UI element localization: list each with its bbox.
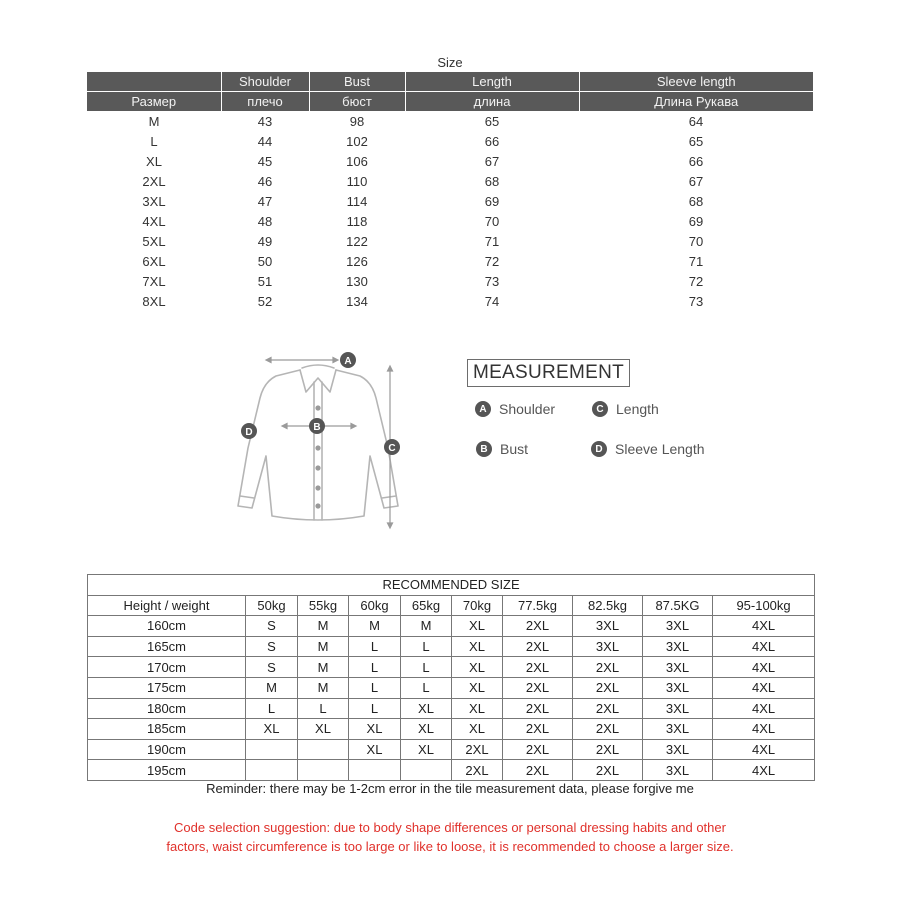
recommended-row — [88, 636, 815, 657]
recommended-cell: L — [401, 657, 452, 678]
size-cell: 134 — [346, 293, 368, 309]
size-cell: 68 — [484, 173, 500, 189]
recommended-header-cell: 95-100kg — [713, 595, 815, 616]
size-cell: 44 — [257, 133, 273, 149]
size-cell: 69 — [484, 193, 500, 209]
recommended-cell: S — [246, 616, 298, 637]
recommended-cell: XL — [349, 719, 401, 740]
size-cell: 130 — [346, 273, 368, 289]
legend-d-icon: D — [591, 441, 607, 457]
recommended-header-row — [88, 595, 815, 616]
size-cell: 6XL — [142, 253, 166, 269]
size-cell: 8XL — [142, 293, 166, 309]
legend-item-bust — [476, 441, 528, 457]
recommended-header-cell: 55kg — [298, 595, 349, 616]
recommended-cell: 190cm — [88, 739, 246, 760]
recommended-cell: 3XL — [643, 616, 713, 637]
size-cell: 45 — [257, 153, 273, 169]
recommended-cell: 195cm — [88, 760, 246, 781]
size-cell: 64 — [688, 113, 704, 129]
recommended-cell: 2XL — [503, 698, 573, 719]
recommended-row — [88, 677, 815, 698]
recommended-cell: 4XL — [713, 657, 815, 678]
svg-text:B: B — [313, 422, 321, 433]
size-cell: 65 — [484, 113, 500, 129]
recommended-cell: M — [298, 677, 349, 698]
recommended-cell: 2XL — [573, 698, 643, 719]
size-suggestion-note — [150, 818, 750, 856]
recommended-header-cell: 60kg — [349, 595, 401, 616]
recommended-cell: S — [246, 657, 298, 678]
recommended-cell: 3XL — [643, 677, 713, 698]
recommended-cell: XL — [401, 739, 452, 760]
recommended-cell: XL — [452, 677, 503, 698]
recommended-cell: XL — [246, 719, 298, 740]
recommended-cell: XL — [452, 636, 503, 657]
recommended-cell: 2XL — [452, 739, 503, 760]
size-cell: 47 — [257, 193, 273, 209]
size-cell: 52 — [257, 293, 273, 309]
recommended-cell: XL — [298, 719, 349, 740]
recommended-title: RECOMMENDED SIZE — [88, 575, 815, 596]
recommended-row — [88, 719, 815, 740]
size-row — [87, 231, 813, 251]
svg-text:D: D — [245, 427, 253, 438]
marker-c-icon — [384, 439, 400, 455]
size-row — [87, 171, 813, 191]
recommended-cell: M — [298, 636, 349, 657]
recommended-cell: 2XL — [503, 677, 573, 698]
recommended-row — [88, 616, 815, 637]
recommended-cell — [349, 760, 401, 781]
size-header-cell: длина — [405, 92, 579, 112]
size-cell: 122 — [346, 233, 368, 249]
size-cell: 43 — [257, 113, 273, 129]
recommended-cell: 4XL — [713, 616, 815, 637]
recommended-cell: 3XL — [573, 636, 643, 657]
recommended-cell: M — [298, 616, 349, 637]
svg-text:C: C — [388, 443, 396, 454]
recommended-cell: 2XL — [503, 760, 573, 781]
recommended-cell: 2XL — [503, 719, 573, 740]
recommended-cell: 2XL — [503, 657, 573, 678]
recommended-cell: 4XL — [713, 698, 815, 719]
size-header-cell: Размер — [87, 92, 221, 112]
size-row — [87, 151, 813, 171]
recommended-cell: 3XL — [643, 760, 713, 781]
recommended-row — [88, 760, 815, 781]
suggestion-line: factors, waist circumference is too large or like to loose, it is recommended to choose a larger size. — [166, 839, 734, 854]
size-cell: 2XL — [142, 173, 166, 189]
size-cell: 74 — [484, 293, 500, 309]
size-cell: 71 — [484, 233, 500, 249]
recommended-cell: L — [401, 636, 452, 657]
recommended-row — [88, 698, 815, 719]
size-cell: 106 — [346, 153, 368, 169]
recommended-cell: XL — [401, 698, 452, 719]
recommended-cell: 4XL — [713, 760, 815, 781]
size-cell: 5XL — [142, 233, 166, 249]
size-cell: 50 — [257, 253, 273, 269]
size-cell: L — [150, 133, 158, 149]
recommended-cell: L — [349, 636, 401, 657]
size-cell: 70 — [688, 233, 704, 249]
shirt-diagram — [226, 348, 416, 538]
size-cell: 98 — [349, 113, 365, 129]
size-cell: 67 — [484, 153, 500, 169]
legend-a-icon: A — [475, 401, 491, 417]
recommended-cell: 185cm — [88, 719, 246, 740]
marker-d-icon — [241, 423, 257, 439]
recommended-cell: 2XL — [503, 616, 573, 637]
size-cell: 71 — [688, 253, 704, 269]
recommended-cell: 2XL — [573, 677, 643, 698]
recommended-cell: 2XL — [503, 636, 573, 657]
size-row — [87, 291, 813, 311]
size-header-cell: Длина Рукава — [579, 92, 813, 112]
recommended-cell: XL — [452, 657, 503, 678]
recommended-header-cell: 87.5KG — [643, 595, 713, 616]
recommended-cell: XL — [452, 698, 503, 719]
size-cell: 126 — [346, 253, 368, 269]
size-row — [87, 111, 813, 131]
recommended-cell: 165cm — [88, 636, 246, 657]
recommended-cell: 2XL — [573, 657, 643, 678]
recommended-cell: XL — [452, 616, 503, 637]
size-header-cell: бюст — [309, 92, 405, 112]
measurement-title: MEASUREMENT — [467, 359, 630, 387]
recommended-cell: 2XL — [573, 739, 643, 760]
recommended-cell: M — [401, 616, 452, 637]
recommended-header-cell: 77.5kg — [503, 595, 573, 616]
recommended-header-cell: 70kg — [452, 595, 503, 616]
size-row — [87, 131, 813, 151]
size-cell: 110 — [346, 173, 368, 189]
reminder-note: Reminder: there may be 1-2cm error in the tile measurement data, please forgive me — [206, 781, 694, 796]
size-cell: XL — [146, 153, 162, 169]
size-cell: 48 — [257, 213, 273, 229]
recommended-cell: 4XL — [713, 739, 815, 760]
recommended-cell: 175cm — [88, 677, 246, 698]
recommended-cell: M — [298, 657, 349, 678]
size-row — [87, 271, 813, 291]
legend-label: Length — [616, 401, 659, 417]
svg-text:A: A — [344, 356, 352, 367]
size-cell: 51 — [257, 273, 273, 289]
size-cell: 69 — [688, 213, 704, 229]
legend-item-sleeve-length — [591, 441, 705, 457]
recommended-cell: 4XL — [713, 636, 815, 657]
legend-b-icon: B — [476, 441, 492, 457]
size-row — [87, 251, 813, 271]
recommended-cell: M — [246, 677, 298, 698]
size-cell: 67 — [688, 173, 704, 189]
marker-a-icon — [340, 352, 356, 368]
size-cell: 72 — [484, 253, 500, 269]
recommended-cell: L — [401, 677, 452, 698]
recommended-cell: 2XL — [573, 719, 643, 740]
size-cell: 46 — [257, 173, 273, 189]
size-cell: 73 — [688, 293, 704, 309]
size-header-row — [87, 72, 813, 92]
size-cell: 49 — [257, 233, 273, 249]
recommended-cell: L — [349, 677, 401, 698]
size-cell: 70 — [484, 213, 500, 229]
size-cell: 4XL — [142, 213, 166, 229]
recommended-title-row — [88, 575, 815, 596]
recommended-cell: 3XL — [643, 636, 713, 657]
legend-label: Bust — [500, 441, 529, 457]
recommended-table-body — [88, 575, 815, 781]
marker-b-icon — [309, 418, 325, 434]
size-cell: 114 — [346, 193, 368, 209]
recommended-cell: 2XL — [503, 739, 573, 760]
legend-item-shoulder — [475, 401, 555, 417]
recommended-header-cell: Height / weight — [88, 595, 246, 616]
recommended-cell: XL — [401, 719, 452, 740]
recommended-cell: L — [349, 698, 401, 719]
size-caption: Size — [437, 55, 463, 70]
legend-item-length — [592, 401, 659, 417]
recommended-cell: 2XL — [452, 760, 503, 781]
recommended-row — [88, 739, 815, 760]
recommended-cell: 2XL — [573, 760, 643, 781]
size-header-cell: Shoulder — [221, 72, 309, 92]
recommended-cell: XL — [452, 719, 503, 740]
size-cell: 118 — [346, 213, 368, 229]
recommended-header-cell: 65kg — [401, 595, 452, 616]
size-header-row-ru — [87, 92, 813, 112]
size-cell: 66 — [484, 133, 500, 149]
recommended-header-cell: 82.5kg — [573, 595, 643, 616]
recommended-cell: 3XL — [643, 739, 713, 760]
recommended-cell — [246, 739, 298, 760]
recommended-cell — [298, 760, 349, 781]
size-cell: 3XL — [142, 193, 166, 209]
size-row — [87, 191, 813, 211]
recommended-row — [88, 657, 815, 678]
recommended-cell: L — [298, 698, 349, 719]
legend-label: Shoulder — [499, 401, 556, 417]
recommended-cell: 4XL — [713, 719, 815, 740]
recommended-cell: 3XL — [573, 616, 643, 637]
recommended-cell — [401, 760, 452, 781]
recommended-cell: 3XL — [643, 698, 713, 719]
recommended-cell: S — [246, 636, 298, 657]
recommended-cell — [298, 739, 349, 760]
size-cell: 68 — [688, 193, 704, 209]
size-cell: 65 — [688, 133, 704, 149]
recommended-cell: XL — [349, 739, 401, 760]
recommended-cell — [246, 760, 298, 781]
size-header-cell: Sleeve length — [579, 72, 813, 92]
size-table — [87, 72, 813, 311]
legend-label: Sleeve Length — [615, 441, 705, 457]
recommended-cell: L — [349, 657, 401, 678]
size-cell: M — [148, 113, 160, 129]
recommended-cell: 3XL — [643, 719, 713, 740]
size-cell: 7XL — [142, 273, 166, 289]
size-header-cell: плечо — [221, 92, 309, 112]
recommended-size-table — [87, 574, 815, 781]
size-cell: 102 — [346, 133, 368, 149]
size-cell: 66 — [688, 153, 704, 169]
size-table-body — [87, 111, 813, 311]
size-header-cell: Length — [405, 72, 579, 92]
recommended-cell: 3XL — [643, 657, 713, 678]
recommended-header-cell: 50kg — [246, 595, 298, 616]
size-cell: 72 — [688, 273, 704, 289]
recommended-cell: 170cm — [88, 657, 246, 678]
suggestion-line: Code selection suggestion: due to body shape differences or personal dressing habits and other — [174, 820, 726, 835]
legend-c-icon: C — [592, 401, 608, 417]
size-header-cell: Bust — [309, 72, 405, 92]
size-cell: 73 — [484, 273, 500, 289]
size-header-cell — [87, 72, 221, 92]
recommended-cell: 4XL — [713, 677, 815, 698]
recommended-cell: L — [246, 698, 298, 719]
recommended-cell: 160cm — [88, 616, 246, 637]
recommended-cell: M — [349, 616, 401, 637]
recommended-cell: 180cm — [88, 698, 246, 719]
size-row — [87, 211, 813, 231]
